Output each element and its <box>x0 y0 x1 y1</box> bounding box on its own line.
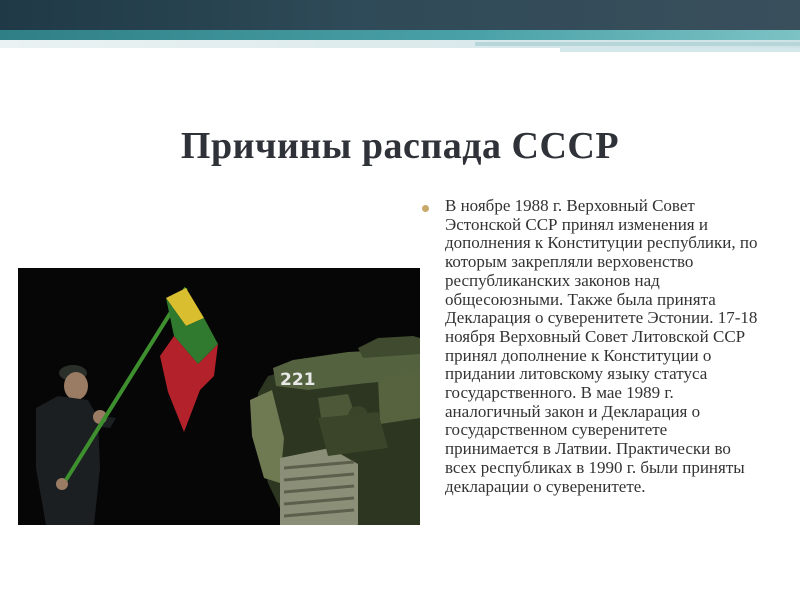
bullet-icon <box>422 205 429 212</box>
header-stripe <box>560 48 800 52</box>
header-band-teal <box>0 30 800 40</box>
protest-photo <box>18 268 420 525</box>
header-band-dark <box>0 0 800 30</box>
bullet-text: В ноябре 1988 г. Верховный Совет Эстонской ССР принял изменения и дополнения к Конституции республики, по которым закрепляли верховенство республиканских законов над общесоюзными. Также была принята Декларация о суверенитете Эстонии. 17-18 ноября Верховный Совет Литовской ССР принял дополнение к Конституции о придании литовскому языку статуса государственного. В мае 1989 г. аналогичный закон и Декларация о государственном суверенитете принимается в Латвии. Практически во всех республиках в 1990 г. были приняты декларации о суверенитете. <box>445 196 758 496</box>
tank-number: 221 <box>280 370 316 390</box>
photo-illustration <box>18 268 420 525</box>
header-stripe <box>475 42 800 46</box>
bullet-list <box>422 197 762 496</box>
slide-title: Причины распада СССР <box>180 125 620 167</box>
